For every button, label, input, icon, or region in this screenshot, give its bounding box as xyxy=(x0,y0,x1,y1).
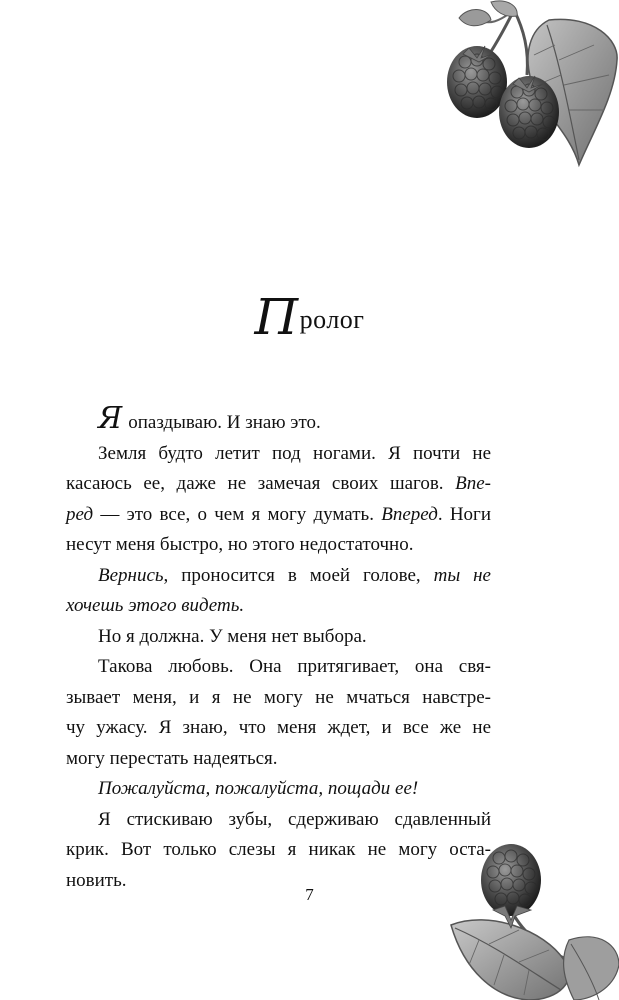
paragraph-2-line-3-text: — это все, о чем я могу думать. xyxy=(100,503,374,525)
drop-cap: Я xyxy=(98,401,123,436)
chapter-body xyxy=(66,401,492,896)
paragraph-3-line-1 xyxy=(98,561,491,592)
paragraph-7-line-3: новить. xyxy=(66,869,127,891)
paragraph-3-text: , проносится в моей голове, xyxy=(163,564,421,586)
paragraph-1-text: опаздываю. И знаю это. xyxy=(128,412,321,433)
paragraph-3-italic-b: ты не xyxy=(433,564,491,586)
paragraph-3 xyxy=(66,561,491,622)
paragraph-3-italic-a: Вернись xyxy=(98,564,164,586)
paragraph-2-line-2-text: касаюсь ее, даже не замечая своих шагов. xyxy=(66,473,444,494)
paragraph-5 xyxy=(66,652,491,774)
paragraph-5-line-3: чу ужасу. Я знаю, что меня ждет, и все же не xyxy=(66,717,491,738)
paragraph-4 xyxy=(98,622,491,653)
page-number: 7 xyxy=(305,885,314,904)
paragraph-2-line-2 xyxy=(66,469,491,500)
paragraph-2-line-4: несут меня быстро, но этого недостаточно. xyxy=(66,534,414,555)
paragraph-5-line-1: Такова любовь. Она притягивает, она свя- xyxy=(98,656,491,677)
paragraph-2-line-2-italic: Впе- xyxy=(455,473,491,494)
paragraph-2-line-3-tail: . Ноги xyxy=(437,503,492,525)
chapter-title-initial: П xyxy=(254,288,299,346)
chapter-title xyxy=(0,288,619,346)
paragraph-5-line-2: зывает меня, и я не могу не мчаться навстре- xyxy=(66,686,491,708)
paragraph-2-line-3-italic-a: ред xyxy=(66,503,94,525)
paragraph-2-line-3-italic-b: Вперед xyxy=(381,503,438,525)
paragraph-7 xyxy=(66,805,491,897)
paragraph-1 xyxy=(98,401,491,439)
paragraph-3-line-2: хочешь этого видеть. xyxy=(66,595,245,616)
paragraph-7-line-2: крик. Вот только слезы я никак не могу оста- xyxy=(66,839,491,860)
paragraph-7-line-1: Я стискиваю зубы, сдерживаю сдавленный xyxy=(98,808,491,830)
paragraph-2-line-3 xyxy=(66,500,491,531)
raspberry-branch-illustration-bottom xyxy=(449,840,619,1000)
raspberry-branch-illustration-top xyxy=(419,0,619,180)
paragraph-2-line-1: Земля будто летит под ногами. Я почти не xyxy=(98,442,491,464)
paragraph-4-text: Но я должна. У меня нет выбора. xyxy=(98,625,367,647)
paragraph-2 xyxy=(66,439,492,561)
paragraph-6 xyxy=(98,774,491,805)
paragraph-6-text: Пожалуйста, пожалуйста, пощади ее! xyxy=(98,778,419,799)
paragraph-5-line-4: могу перестать надеяться. xyxy=(66,747,278,769)
chapter-title-rest: ролог xyxy=(299,305,365,334)
